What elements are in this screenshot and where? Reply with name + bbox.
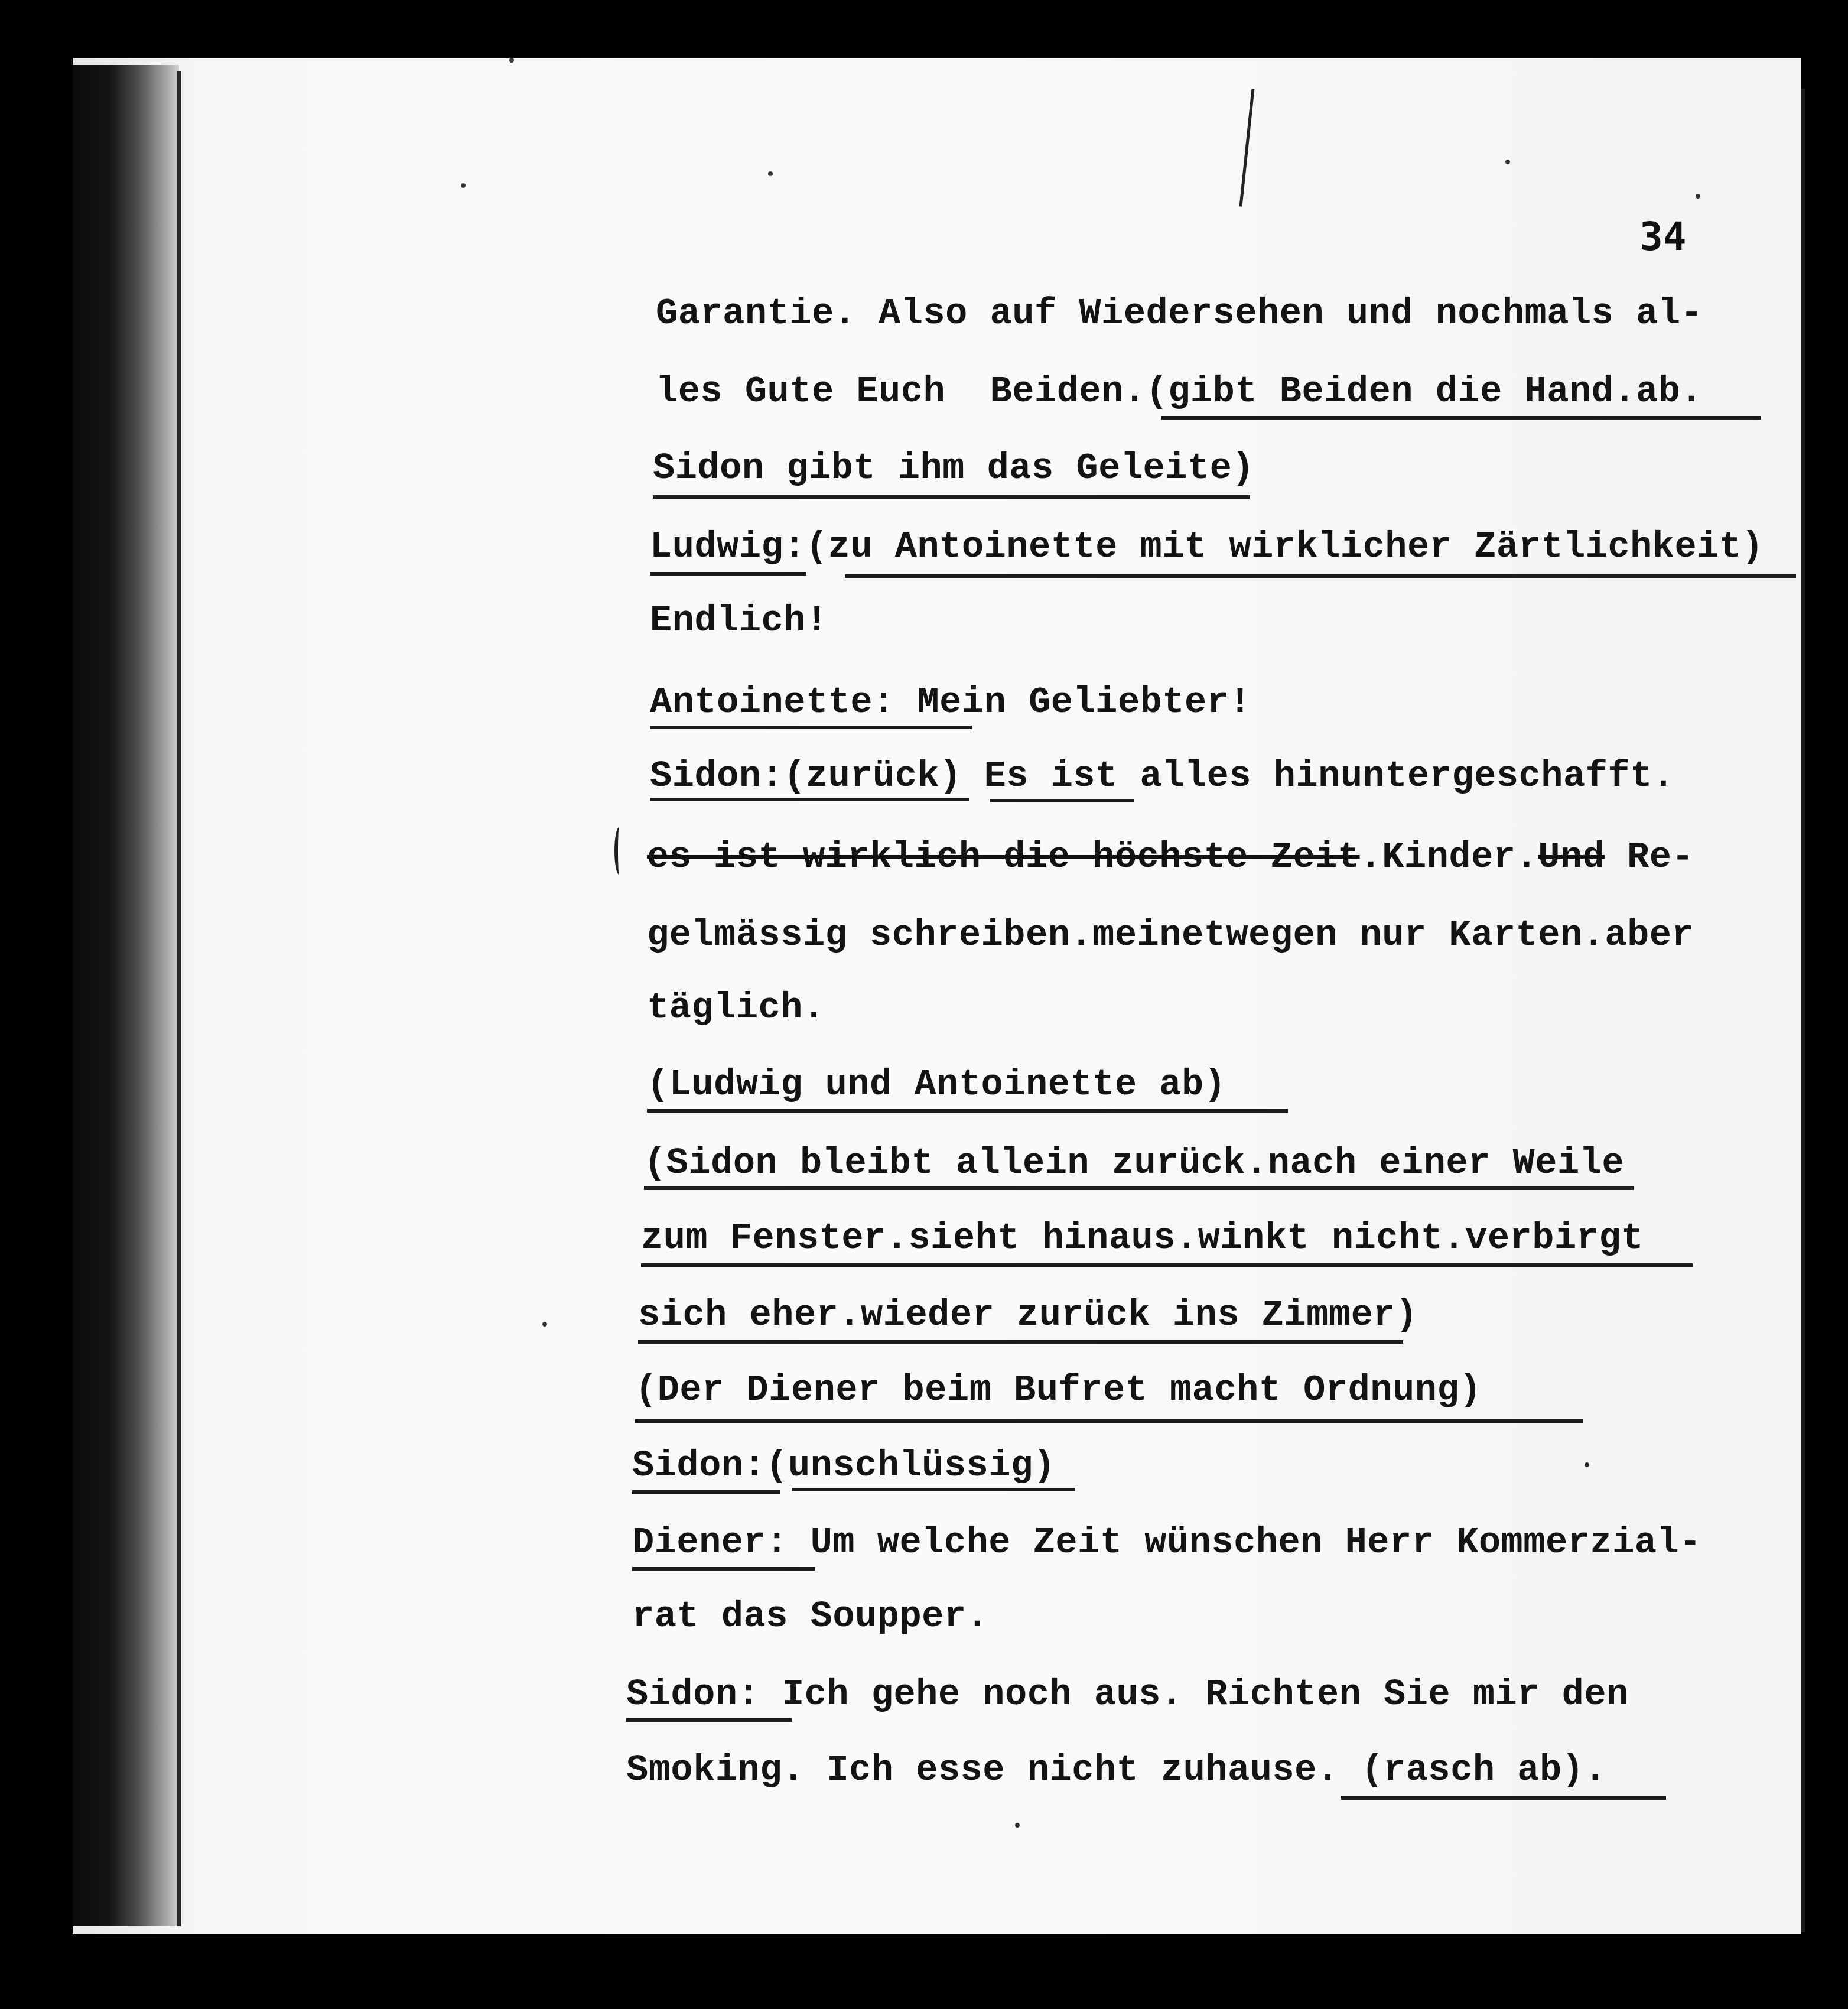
text-line-13: zum Fenster.sieht hinaus.winkt nicht.verbirgt <box>641 1217 1644 1259</box>
text-fragment: Re- <box>1605 836 1694 878</box>
text-line-17: Diener: Um welche Zeit wünschen Herr Kommerzial- <box>632 1522 1701 1563</box>
underline <box>644 1186 1634 1190</box>
underline <box>650 572 806 576</box>
text-line-10: täglich. <box>647 987 825 1029</box>
underline <box>635 1419 1583 1423</box>
text-line-12: (Sidon bleibt allein zurück.nach einer Weile <box>644 1142 1625 1184</box>
speck <box>1585 1462 1589 1467</box>
underline <box>647 1109 1288 1113</box>
text-line-11: (Ludwig und Antoinette ab) <box>647 1064 1226 1106</box>
text-line-8 <box>647 836 1694 878</box>
text-line-9: gelmässig schreiben.meinetwegen nur Karten.aber <box>647 914 1694 956</box>
text-line-19: Sidon: Ich gehe noch aus. Richten Sie mir den <box>626 1673 1629 1715</box>
underline <box>641 1263 1693 1267</box>
text-line-4: Ludwig:(zu Antoinette mit wirklicher Zärtlichkeit) <box>650 526 1764 568</box>
underline <box>1161 416 1761 420</box>
speck <box>461 183 466 188</box>
speck <box>768 171 773 176</box>
underline <box>990 799 1134 802</box>
text-line-6: Antoinette: Mein Geliebter! <box>650 681 1252 723</box>
underline <box>650 798 969 801</box>
text-line-14: sich eher.wieder zurück ins Zimmer) <box>638 1294 1418 1336</box>
text-line-20: Smoking. Ich esse nicht zuhause. (rasch ab). <box>626 1749 1607 1791</box>
text-line-16: Sidon:(unschlüssig) <box>632 1445 1056 1487</box>
struck-text: es ist wirklich die höchste Zeit <box>647 836 1360 878</box>
speck <box>509 58 514 63</box>
underline <box>632 1567 815 1571</box>
speck <box>542 1322 547 1327</box>
underline <box>626 1718 792 1722</box>
text-line-1: Garantie. Also auf Wiedersehen und nochmals al- <box>656 292 1703 334</box>
page-number: 34 <box>1639 214 1687 259</box>
underline <box>638 1340 1403 1344</box>
binding-shadow <box>73 65 179 1926</box>
text-line-5: Endlich! <box>650 600 828 642</box>
underline <box>845 574 1796 578</box>
text-line-3: Sidon gibt ihm das Geleite) <box>653 447 1255 489</box>
underline <box>1341 1796 1666 1800</box>
underline <box>653 495 1250 499</box>
pen-bracket <box>614 827 624 875</box>
speck <box>1505 160 1510 164</box>
speck <box>1696 194 1700 199</box>
page-edge <box>1801 89 1805 1932</box>
underline <box>650 726 972 729</box>
text-line-7: Sidon:(zurück) Es ist alles hinuntergeschafft. <box>650 755 1675 797</box>
underline <box>632 1490 780 1494</box>
typescript-page <box>73 58 1801 1934</box>
struck-word: Und <box>1538 836 1605 878</box>
text-line-18: rat das Soupper. <box>632 1595 989 1637</box>
text-fragment: .Kinder. <box>1359 836 1538 878</box>
text-line-15: (Der Diener beim Bufret macht Ordnung) <box>635 1369 1482 1411</box>
underline <box>792 1488 1075 1491</box>
speck <box>1015 1823 1020 1828</box>
text-line-2: les Gute Euch Beiden.(gibt Beiden die Hand.ab. <box>656 370 1703 412</box>
binding-edge <box>177 71 181 1926</box>
